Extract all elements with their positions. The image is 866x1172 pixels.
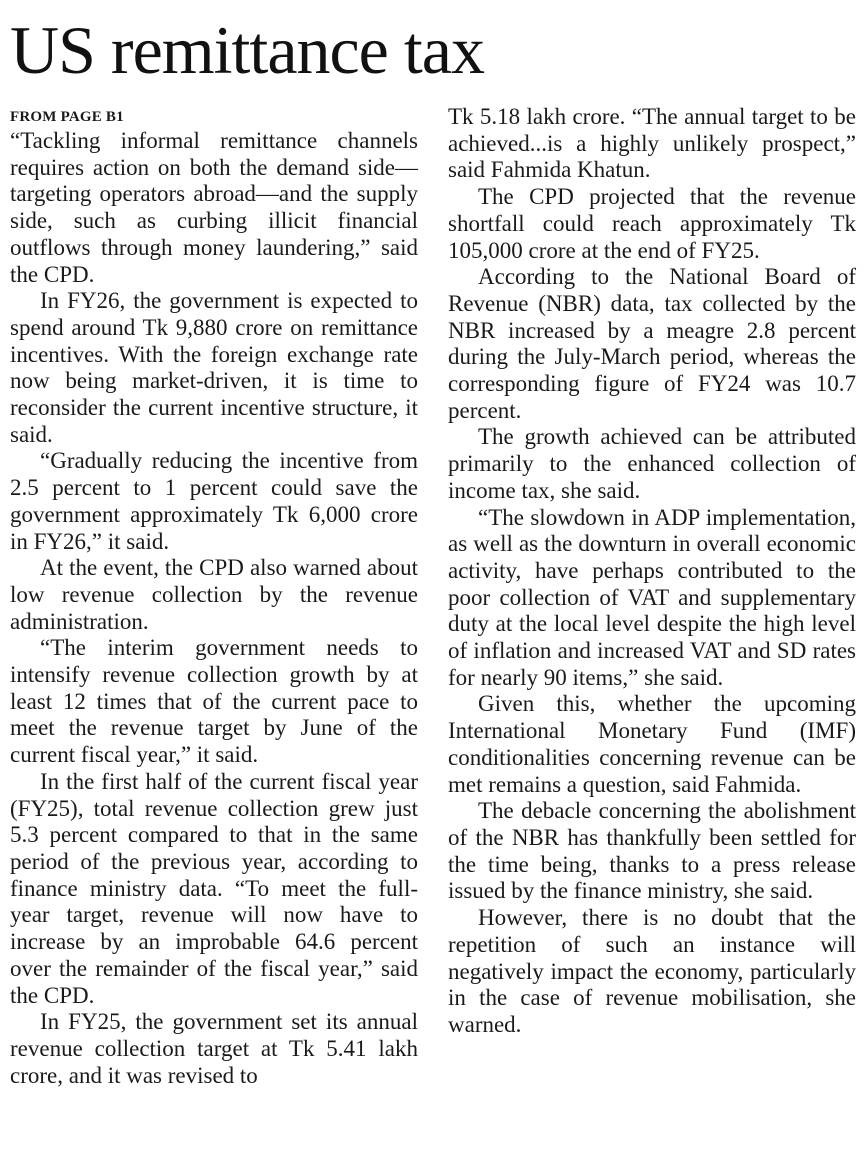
- paragraph: According to the National Board of Revenue (NBR) data, tax collected by the NBR increased by a meagre 2.8 percent during the July-March period, whereas the corresponding figure of FY24 was 10.7 percent.: [448, 264, 856, 423]
- paragraph: “Gradually reducing the incentive from 2.5 percent to 1 percent could save the government approximately Tk 6,000 crore in FY26,” it said.: [10, 448, 418, 554]
- paragraph: In the first half of the current fiscal year (FY25), total revenue collection grew just 5.3 percent compared to that in the same period of the previous year, according to finance ministry data. “To meet the full-year target, revenue will now have to increase by an improbable 64.6 percent over the remainder of the fiscal year,” said the CPD.: [10, 768, 418, 1008]
- paragraph: “The slowdown in ADP implementation, as well as the downturn in overall economic activity, have perhaps contributed to the poor collection of VAT and supplementary duty at the local level despite the high level of inflation and increased VAT and SD rates for nearly 90 items,” she said.: [448, 504, 856, 690]
- headline: US remittance tax: [10, 12, 484, 88]
- paragraph: “The interim government needs to intensify revenue collection growth by at least 12 times that of the current pace to meet the revenue target by June of the current fiscal year,” it said.: [10, 635, 418, 768]
- paragraph: “Tackling informal remittance channels requires action on both the demand side—targeting operators abroad—and the supply side, such as curbing illicit financial outflows through money laundering,” said the CPD.: [10, 128, 418, 287]
- paragraph: Given this, whether the upcoming International Monetary Fund (IMF) conditionalities concerning revenue can be met remains a question, said Fahmida.: [448, 691, 856, 797]
- paragraph: In FY26, the government is expected to spend around Tk 9,880 crore on remittance incentives. With the foreign exchange rate now being market-driven, it is time to reconsider the current incentive structure, it said.: [10, 288, 418, 447]
- continued-from-label: FROM PAGE B1: [10, 109, 124, 125]
- paragraph: The CPD projected that the revenue shortfall could reach approximately Tk 105,000 crore at the end of FY25.: [448, 184, 856, 263]
- article-column-right: [448, 104, 856, 1039]
- paragraph: The growth achieved can be attributed primarily to the enhanced collection of income tax, she said.: [448, 424, 856, 503]
- article-column-left: [10, 108, 418, 1089]
- paragraph: The debacle concerning the abolishment of the NBR has thankfully been settled for the time being, thanks to a press release issued by the finance ministry, she said.: [448, 798, 856, 904]
- paragraph: However, there is no doubt that the repetition of such an instance will negatively impact the economy, particularly in the case of revenue mobilisation, she warned.: [448, 905, 856, 1037]
- paragraph: At the event, the CPD also warned about low revenue collection by the revenue administration.: [10, 555, 418, 634]
- paragraph: Tk 5.18 lakh crore. “The annual target to be achieved...is a highly unlikely prospect,” said Fahmida Khatun.: [448, 104, 856, 183]
- paragraph: In FY25, the government set its annual revenue collection target at Tk 5.41 lakh crore, and it was revised to: [10, 1009, 418, 1088]
